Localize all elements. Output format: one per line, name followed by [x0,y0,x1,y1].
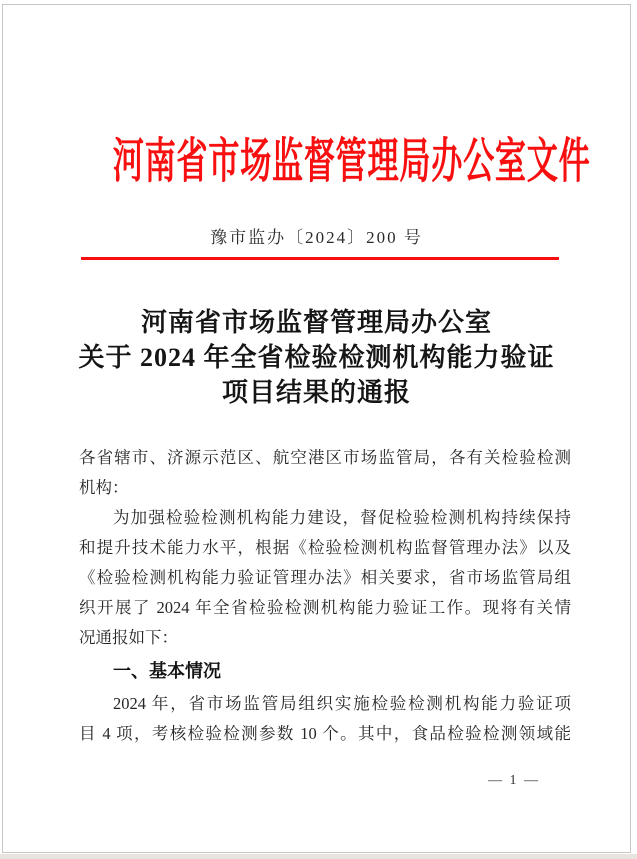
page-number: — 1 — [488,773,540,788]
body-line-paragraph-4: 织开展了 2024 年全省检验检测机构能力验证工作。现将有关情 [79,598,571,617]
title-line-1: 河南省市场监督管理局办公室 [140,308,492,337]
document-title [3,305,630,410]
document-number: 豫市监办〔2024〕200 号 [210,228,423,247]
body-line-paragraph-7: 目 4 项，考核检验检测参数 10 个。其中，食品检验检测领域能 [79,724,571,743]
title-line-3: 项目结果的通报 [221,378,411,407]
body-line-paragraph-6: 2024 年，省市场监管局组织实施检验检测机构能力验证项 [113,694,571,713]
body-line-paragraph-2: 和提升技术能力水平，根据《检验检测机构监督管理办法》以及 [79,538,571,557]
section-heading-basic-situation: 一、基本情况 [113,661,221,681]
title-line-2: 关于 2024 年全省检验检测机构能力验证 [78,343,555,372]
document-body [79,443,571,749]
red-divider-rule [81,257,559,260]
document-page [2,4,631,853]
body-line-salutation-1: 各省辖市、济源示范区、航空港区市场监管局，各有关检验检测 [79,448,571,467]
page-bottom-edge [0,854,637,859]
body-line-salutation-2: 机构： [79,478,129,497]
body-line-paragraph-1: 为加强检验检测机构能力建设，督促检验检测机构持续保持 [113,508,571,527]
body-line-paragraph-5: 况通报如下： [79,628,178,647]
red-header-banner: 河南省市场监督管理局办公室文件 [112,135,591,188]
body-line-paragraph-3: 《检验检测机构能力验证管理办法》相关要求，省市场监管局组 [79,568,571,587]
